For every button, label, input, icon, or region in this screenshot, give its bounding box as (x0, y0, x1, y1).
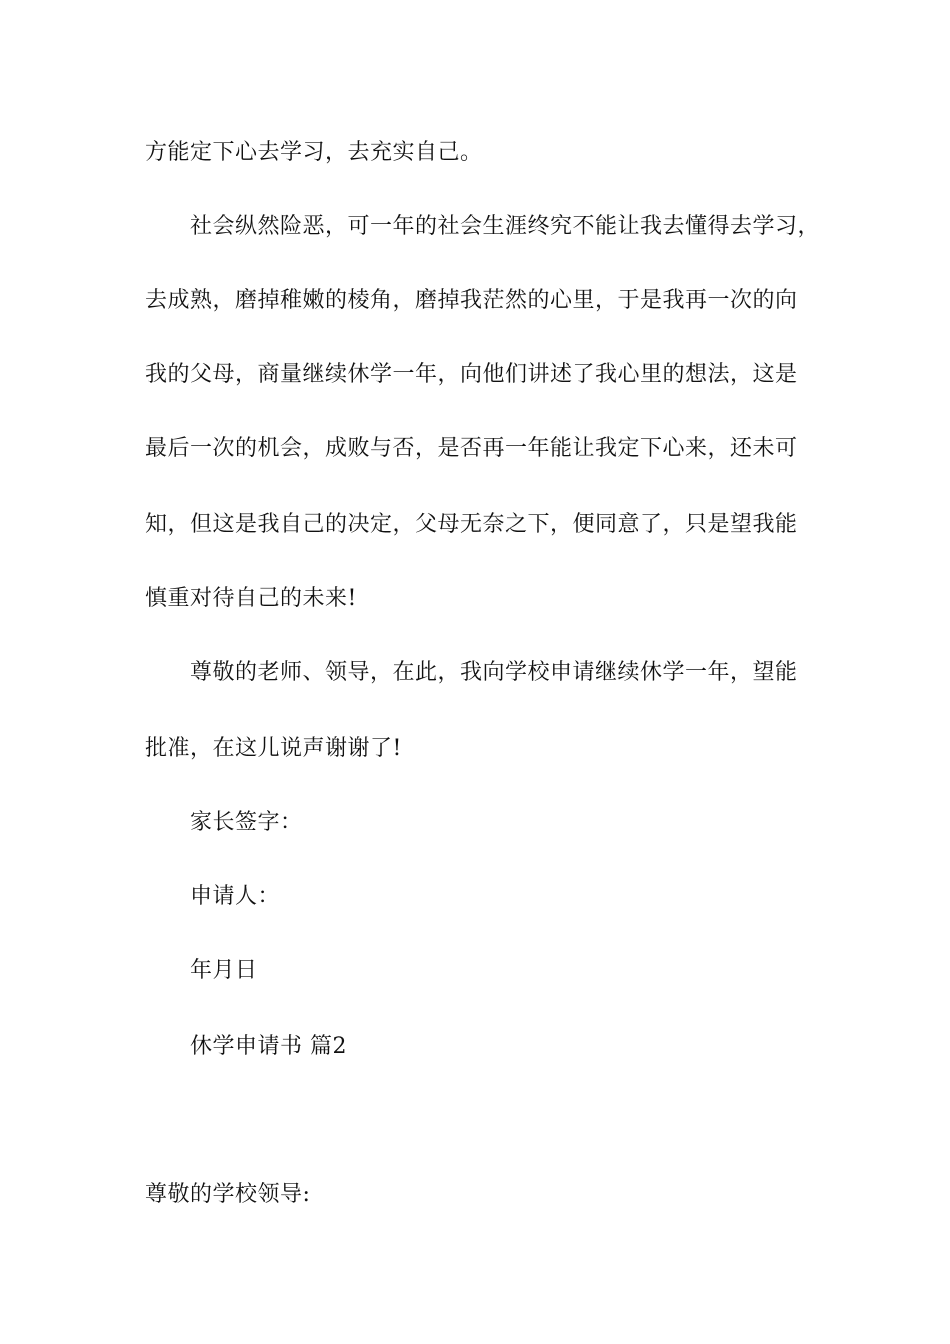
salutation: 尊敬的学校领导: (145, 1182, 311, 1207)
paragraph-line: 尊敬的老师、领导，在此，我向学校申请继续休学一年，望能 (190, 660, 798, 685)
paragraph-line: 批准，在这儿说声谢谢了! (145, 736, 402, 761)
paragraph-line: 最后一次的机会，成败与否，是否再一年能让我定下心来，还未可 (145, 436, 798, 461)
paragraph-line: 我的父母，商量继续休学一年，向他们讲述了我心里的想法，这是 (145, 362, 798, 387)
section-title: 休学申请书 篇2 (190, 1034, 347, 1059)
date-label: 年月日 (190, 958, 258, 983)
applicant-label: 申请人： (190, 884, 281, 909)
parent-signature-label: 家长签字： (190, 810, 303, 835)
paragraph-line: 慎重对待自己的未来! (145, 586, 357, 611)
paragraph-line: 知，但这是我自己的决定，父母无奈之下，便同意了，只是望我能 (145, 512, 798, 537)
paragraph-line: 方能定下心去学习，去充实自己。 (145, 140, 483, 165)
paragraph-line: 社会纵然险恶，可一年的社会生涯终究不能让我去懂得去学习， (190, 214, 821, 239)
paragraph-line: 去成熟，磨掉稚嫩的棱角，磨掉我茫然的心里，于是我再一次的向 (145, 288, 798, 313)
